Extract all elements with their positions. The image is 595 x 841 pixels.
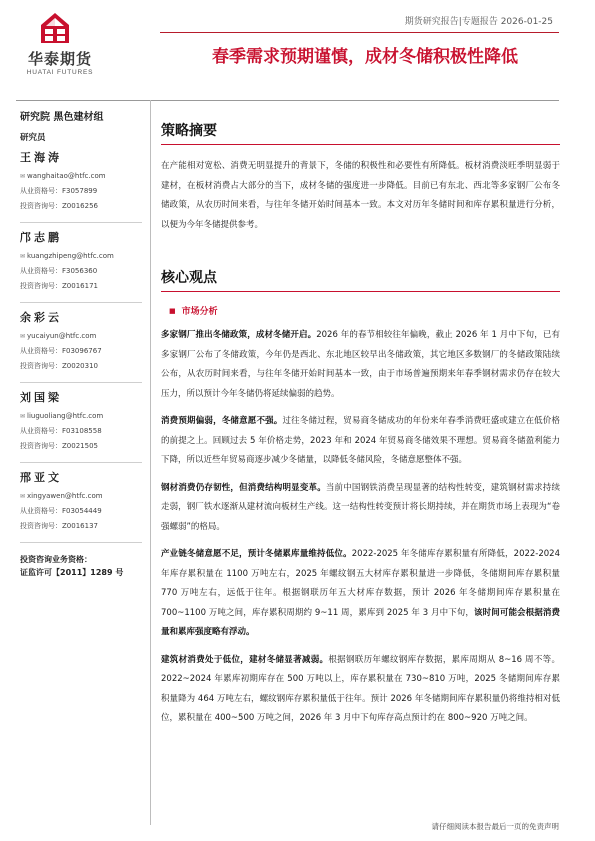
paragraph-lead: 钢材消费仍存韧性，但消费结构明显变革。 xyxy=(161,482,326,493)
paragraph-lead: 建筑材消费处于低位，建材冬储显著减弱。 xyxy=(161,654,329,665)
sidebar-divider xyxy=(20,222,142,223)
paragraph-body: 2026 年的春节相较往年偏晚，截止 2026 年 1 月中下旬，已有多家钢厂公布了冬储政策，今年仍是西北、东北地区较早出冬储政策，其它地区多数钢厂的冬储政策陆续公布，从农历时间来看，与往年冬储开始时间基本一致，由于市场普遍预期来年春季钢材需求仍存在较大压力，所以预计今年冬储仍将延续偏弱的趋势。 xyxy=(161,330,560,399)
paragraph-lead: 消费预期偏弱，冬储意愿不强。 xyxy=(161,416,283,426)
analyst-consult-id: 投资咨询号：Z0016256 xyxy=(20,202,98,210)
analyst-card xyxy=(20,389,142,454)
paragraph-lead: 多家钢厂推出冬储政策，成材冬储开启。 xyxy=(161,330,317,340)
analysis-paragraph xyxy=(161,412,560,471)
analyst-name: 余彩云 xyxy=(20,311,62,324)
paragraph-body: 2022-2025 年冬储库存累积量有所降低，2022-2024 年库存累积量在 1100 万吨左右，2025 年螺纹钢五大材库存累积量进一步降低，冬储期间库存累积量 770 万吨左右，远低于往年。根据钢联历年五大材库存数据，预计 2026 年冬储期间库存累积量在 700~1100 万吨之间，库存累积周期约 9~11 周，累库到 2025 年 3 月中下旬， xyxy=(161,549,560,618)
summary-heading: 策略摘要 xyxy=(161,123,217,139)
analyst-qualification: 从业资格号：F3057899 xyxy=(20,187,98,195)
analyst-card xyxy=(20,149,142,214)
paragraph-lead: 产业链冬储意愿不足，预计冬储累库量维持低位。 xyxy=(161,549,352,559)
paragraph-body: 当前中国钢铁消费呈现显著的结构性转变，建筑钢材需求持续走弱，钢厂铁水逐渐从建材流向板材生产线。这一结构性转变预计将长期持续，并在期货市场上表现为“卷强螺弱”的格局。 xyxy=(161,482,560,532)
analyst-email[interactable]: ✉ wanghaitao@htfc.com xyxy=(20,169,142,184)
sidebar-divider xyxy=(20,462,142,463)
sidebar-divider xyxy=(20,302,142,303)
license-value: 证监许可【2011】1289 号 xyxy=(20,568,124,577)
sidebar-divider xyxy=(20,382,142,383)
analysis-paragraph xyxy=(161,479,560,538)
analysis-paragraph xyxy=(161,651,560,729)
logo-mark-icon xyxy=(39,12,71,44)
disclaimer-note: 请仔细阅读本报告最后一页的免责声明 xyxy=(431,822,559,831)
analysis-paragraph xyxy=(161,326,560,404)
license-label: 投资咨询业务资格： xyxy=(20,555,92,564)
report-title: 春季需求预期谨慎，成材冬储积极性降低 xyxy=(212,47,518,67)
section-rule xyxy=(161,144,560,145)
analyst-email[interactable]: ✉ kuangzhipeng@htfc.com xyxy=(20,249,142,264)
license-info xyxy=(20,553,142,579)
analyst-sidebar xyxy=(20,108,142,579)
analyst-email[interactable]: ✉ yucaiyun@htfc.com xyxy=(20,329,142,344)
paragraph-body: 过往冬储过程，贸易商冬储成功的年份来年春季消费旺盛或建立在低价格的前提之上。回顾过去 5 年价格走势，2023 年和 2024 年贸易商冬储效果不理想。贸易商冬储盈利能力下降，所以近些年贸易商逐步减少冬储量，以降低冬储风险，冬储意愿整体不强。 xyxy=(161,416,560,465)
analyst-email[interactable]: ✉ liuguoliang@htfc.com xyxy=(20,409,142,424)
analyst-name: 邢亚文 xyxy=(20,471,62,484)
report-meta: 期货研究报告|专题报告 2026-01-25 xyxy=(404,17,553,27)
brand-name-cn: 华泰期货 xyxy=(27,50,92,68)
analyst-card xyxy=(20,229,142,294)
analyst-name: 刘国梁 xyxy=(20,391,62,404)
core-heading: 核心观点 xyxy=(161,270,217,286)
header-divider xyxy=(16,100,559,101)
sidebar-divider xyxy=(20,542,142,543)
summary-text: 在产能相对宽松、消费无明显提升的背景下，冬储的积极性和必要性有所降低。板材消费淡旺季明显弱于建材，在板材消费占大部分的当下，成材冬储的强度进一步降低。目前已有东北、西北等多家钢厂公布冬储政策，从农历时间来看，与往年冬储开始时间基本一致。本文对历年冬储时间和库存累积量进行分析，以便为今年冬储提供参考。 xyxy=(161,161,560,230)
analyst-name: 邝志鹏 xyxy=(20,231,62,244)
analyst-consult-id: 投资咨询号：Z0020310 xyxy=(20,362,98,370)
section-rule xyxy=(161,291,560,292)
analyst-email[interactable]: ✉ xingyawen@htfc.com xyxy=(20,489,142,504)
brand-name-en: HUATAI FUTURES xyxy=(26,69,94,76)
role-label: 研究员 xyxy=(20,133,46,143)
analyst-qualification: 从业资格号：F03108558 xyxy=(20,427,102,435)
brand-logo xyxy=(20,12,100,82)
analyst-consult-id: 投资咨询号：Z0021505 xyxy=(20,442,98,450)
paragraph-body: 根据钢联历年螺纹钢库存数据，累库周期从 8~16 周不等。2022~2024 年累库初期库存在 500 万吨以上，库存累积量在 730~810 万吨，2025 冬储期间库存累积量降为 464 万吨左右，螺纹钢库存累积量低于往年。预计 2026 年冬储期间库存累积量仍将维持相对低位，累积量在 400~500 万吨之间，2026 年 3 月中下旬库存高点预计约在 800~920 万吨之间。 xyxy=(161,654,560,723)
analyst-qualification: 从业资格号：F03054449 xyxy=(20,507,102,515)
market-analysis-subheading: ■ 市场分析 xyxy=(169,304,560,317)
analyst-qualification: 从业资格号：F3056360 xyxy=(20,267,98,275)
research-dept: 研究院 黑色建材组 xyxy=(20,112,104,123)
analyst-name: 王海涛 xyxy=(20,151,62,164)
column-divider xyxy=(150,100,151,825)
analyst-card xyxy=(20,469,142,534)
analyst-consult-id: 投资咨询号：Z0016171 xyxy=(20,282,98,290)
header-rule xyxy=(160,32,559,33)
analysis-paragraph xyxy=(161,545,560,643)
analyst-consult-id: 投资咨询号：Z0016137 xyxy=(20,522,98,530)
analyst-qualification: 从业资格号：F03096767 xyxy=(20,347,102,355)
report-body xyxy=(161,110,560,737)
paragraph-tail: 该时间可能会根据消费量和累库强度略有浮动。 xyxy=(161,607,560,637)
analyst-card xyxy=(20,309,142,374)
